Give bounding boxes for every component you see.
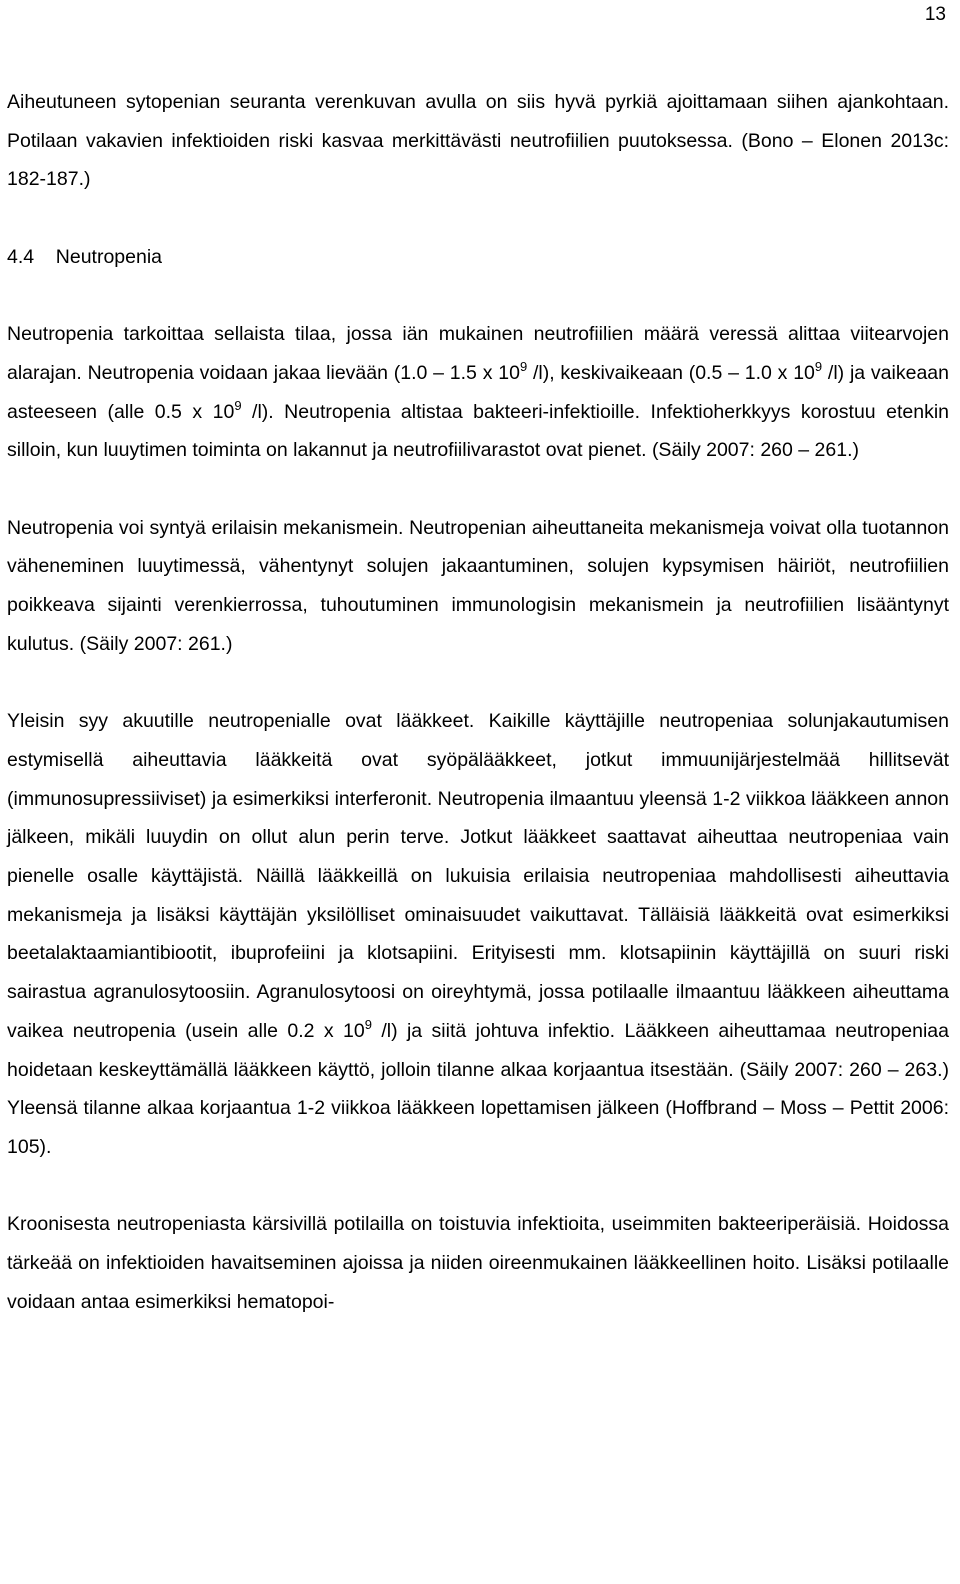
paragraph-gap bbox=[7, 277, 949, 316]
definition-paragraph bbox=[7, 315, 949, 470]
section-title: Neutropenia bbox=[55, 245, 163, 268]
exponent: 9 bbox=[814, 358, 823, 374]
mechanisms-paragraph: Neutropenia voi syntyä erilaisin mekanismein. Neutropenian aiheuttaneita mekanismeja voivat olla tuotannon väheneminen luuytimessä, vähentynyt solujen jakaantuminen, solujen kypsymisen häiriöt, neutrofiilien poikkeava sijainti verenkierrossa, tuhoutuminen immunologisin mekanismein ja neutrofiilien lisääntynyt kulutus. (Säily 2007: 261.) bbox=[7, 516, 949, 655]
paragraph-gap bbox=[7, 470, 949, 509]
document-body bbox=[7, 83, 949, 1321]
paragraph-gap bbox=[7, 1167, 949, 1206]
chronic-paragraph: Kroonisesta neutropeniasta kärsivillä potilailla on toistuvia infektioita, useimmiten bakteeriperäisiä. Hoidossa tärkeää on infektioiden havaitseminen ajoissa ja niiden oireenmukainen lääkkeellinen hoito. Lisäksi potilaalle voidaan antaa esimerkiksi hematopoi- bbox=[7, 1213, 949, 1313]
exponent: 9 bbox=[519, 358, 528, 374]
paragraph-gap bbox=[7, 664, 949, 703]
exponent: 9 bbox=[234, 397, 242, 413]
drugs-paragraph bbox=[7, 702, 949, 1166]
definition-text-1: Neutropenia tarkoittaa sellaista tilaa, jossa iän mukainen neutrofiilien määrä veressä alittaa viitearvojen alarajan. Neutropenia voidaan jakaa lievään (1.0 – 1.5 x 10 bbox=[7, 323, 949, 384]
definition-text-4: /l). Neutropenia altistaa bakteeri-infektioille. Infektioherkkyys korostuu etenkin silloin, kun luuytimen toiminta on lakannut ja neutrofiilivarastot ovat pienet. (Säily 2007: 260 – 261.) bbox=[7, 400, 949, 462]
definition-text-2: /l), keskivaikeaan (0.5 – 1.0 x 10 bbox=[527, 361, 815, 384]
intro-paragraph: Aiheutuneen sytopenian seuranta verenkuvan avulla on siis hyvä pyrkiä ajoittamaan siihen ajankohtaan. Potilaan vakavien infektioiden riski kasvaa merkittävästi neutrofiilien puutoksessa. (Bono – Elonen 2013c: 182-187.) bbox=[7, 91, 949, 191]
definition-text-3: /l) ja vaikeaan asteeseen (alle 0.5 x 10 bbox=[7, 361, 949, 423]
drugs-text-1: Yleisin syy akuutille neutropenialle ovat lääkkeet. Kaikille käyttäjille neutropeniaa solunjakautumisen estymisellä aiheuttavia lääkkeitä ovat syöpälääkkeet, jotkut immuunijärjestelmää hillitsevät (immunosupressiiviset) ja esimerkiksi interferonit. Neutropenia ilmaantuu yleensä 1-2 viikkoa lääkkeen annon jälkeen, mikäli luuydin on ollut alun perin terve. Jotkut lääkkeet saattavat aiheuttaa neutropeniaa vain pienelle osalle käyttäjistä. Näillä lääkkeillä on lukuisia erilaisia neutropeniaa mahdollisesti aiheuttavia mekanismeja ja lisäksi käyttäjän yksilölliset ominaisuudet vaikuttavat. Tälläisiä lääkkeitä ovat esimerkiksi beetalaktaamiantibiootit, ibuprofeiini ja klotsapiini. Erityisesti mm. klotsapiinin käyttäjillä on suuri riski sairastua agranulosytoosiin. Agranulosytoosi on oireyhtymä, jossa potilaalle ilmaantuu lääkkeen aiheuttama vaikea neutropenia (usein alle 0.2 x 10 bbox=[7, 710, 949, 1042]
section-heading bbox=[7, 238, 949, 277]
page-number: 13 bbox=[924, 4, 946, 25]
paragraph-gap bbox=[7, 199, 949, 238]
section-number: 4.4 bbox=[7, 245, 35, 268]
exponent: 9 bbox=[364, 1016, 372, 1032]
drugs-text-2: /l) ja siitä johtuva infektio. Lääkkeen aiheuttamaa neutropeniaa hoidetaan keskeyttämällä lääkkeen käyttö, jolloin tilanne alkaa korjaantua itsestään. (Säily 2007: 260 – 263.) Yleensä tilanne alkaa korjaantua 1-2 viikkoa lääkkeen lopettamisen jälkeen (Hoffbrand – Moss – Pettit 2006: 105). bbox=[7, 1019, 949, 1158]
